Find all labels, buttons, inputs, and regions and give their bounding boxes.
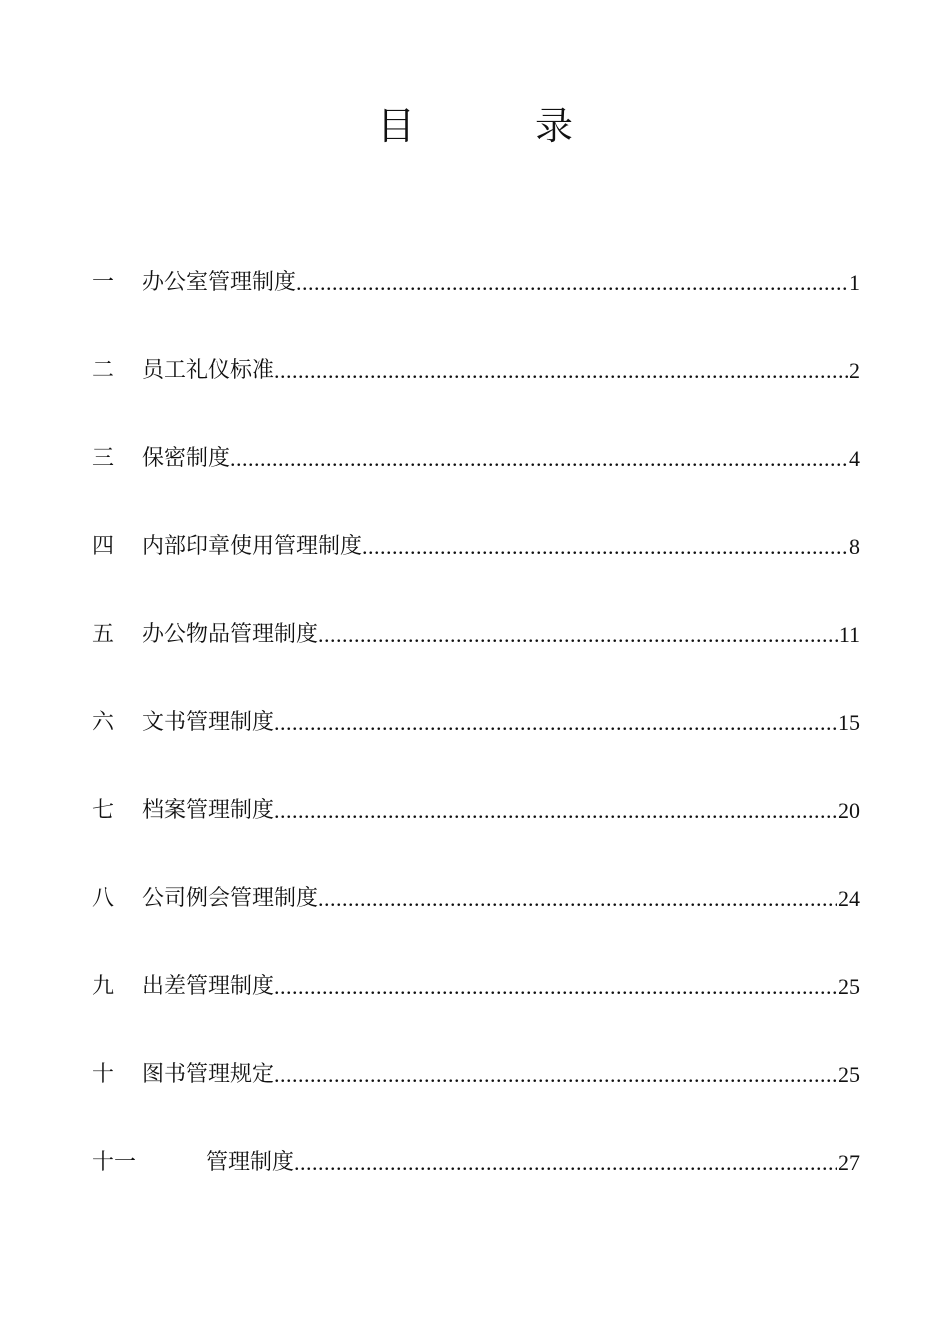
toc-entry-page: 11 [838,622,860,647]
toc-dot-leader [296,262,848,304]
toc-entry[interactable] [92,614,860,702]
toc-entry-number: 一 [92,270,115,295]
table-of-contents [92,262,860,1230]
title-char-2: 录 [535,104,574,148]
toc-entry-page: 2 [849,358,860,383]
toc-entry-number: 九 [92,974,115,999]
toc-entry-number: 八 [92,886,115,911]
toc-entry-label: 员工礼仪标准 [142,358,275,383]
toc-entry-page: 20 [838,798,860,823]
toc-entry-number: 四 [92,534,115,559]
toc-entry-number: 五 [92,622,115,647]
toc-dot-leader [274,966,837,1008]
toc-entry[interactable] [92,438,860,526]
toc-entry-page: 27 [838,1150,860,1175]
toc-entry[interactable] [92,1054,860,1142]
toc-entry-number: 六 [92,710,115,735]
toc-entry-number: 七 [92,798,115,823]
toc-entry-number: 十 [92,1062,115,1087]
title-char-1: 目 [376,104,415,148]
toc-entry-label: 保密制度 [142,446,231,471]
toc-entry[interactable] [92,526,860,614]
toc-entry-number: 十一 [92,1150,137,1175]
toc-entry[interactable] [92,878,860,966]
toc-entry-page: 1 [849,270,860,295]
page-title [0,104,950,148]
toc-entry-number: 二 [92,358,115,383]
toc-entry-page: 15 [838,710,860,735]
toc-entry-page: 24 [838,886,860,911]
toc-dot-leader [274,350,848,392]
toc-dot-leader [318,614,838,656]
toc-dot-leader [274,790,837,832]
toc-entry-number: 三 [92,446,115,471]
toc-dot-leader [318,878,837,920]
toc-entry[interactable] [92,790,860,878]
toc-entry[interactable] [92,702,860,790]
toc-entry-label: 公司例会管理制度 [142,886,319,911]
toc-dot-leader [230,438,848,480]
toc-entry-page: 8 [849,534,860,559]
toc-entry[interactable] [92,1142,860,1230]
toc-dot-leader [294,1142,837,1184]
toc-entry[interactable] [92,966,860,1054]
toc-entry-page: 25 [838,1062,860,1087]
toc-entry-label: 内部印章使用管理制度 [142,534,363,559]
toc-entry-label: 出差管理制度 [142,974,275,999]
toc-dot-leader [362,526,848,568]
toc-entry-page: 25 [838,974,860,999]
toc-entry-label: 档案管理制度 [142,798,275,823]
toc-entry-label: 图书管理规定 [142,1062,275,1087]
toc-entry-label: 管理制度 [206,1150,295,1175]
toc-entry[interactable] [92,350,860,438]
toc-dot-leader [274,1054,837,1096]
toc-dot-leader [274,702,837,744]
toc-entry-label: 办公室管理制度 [142,270,297,295]
toc-entry-label: 办公物品管理制度 [142,622,319,647]
toc-entry[interactable] [92,262,860,350]
toc-entry-page: 4 [849,446,860,471]
toc-entry-label: 文书管理制度 [142,710,275,735]
